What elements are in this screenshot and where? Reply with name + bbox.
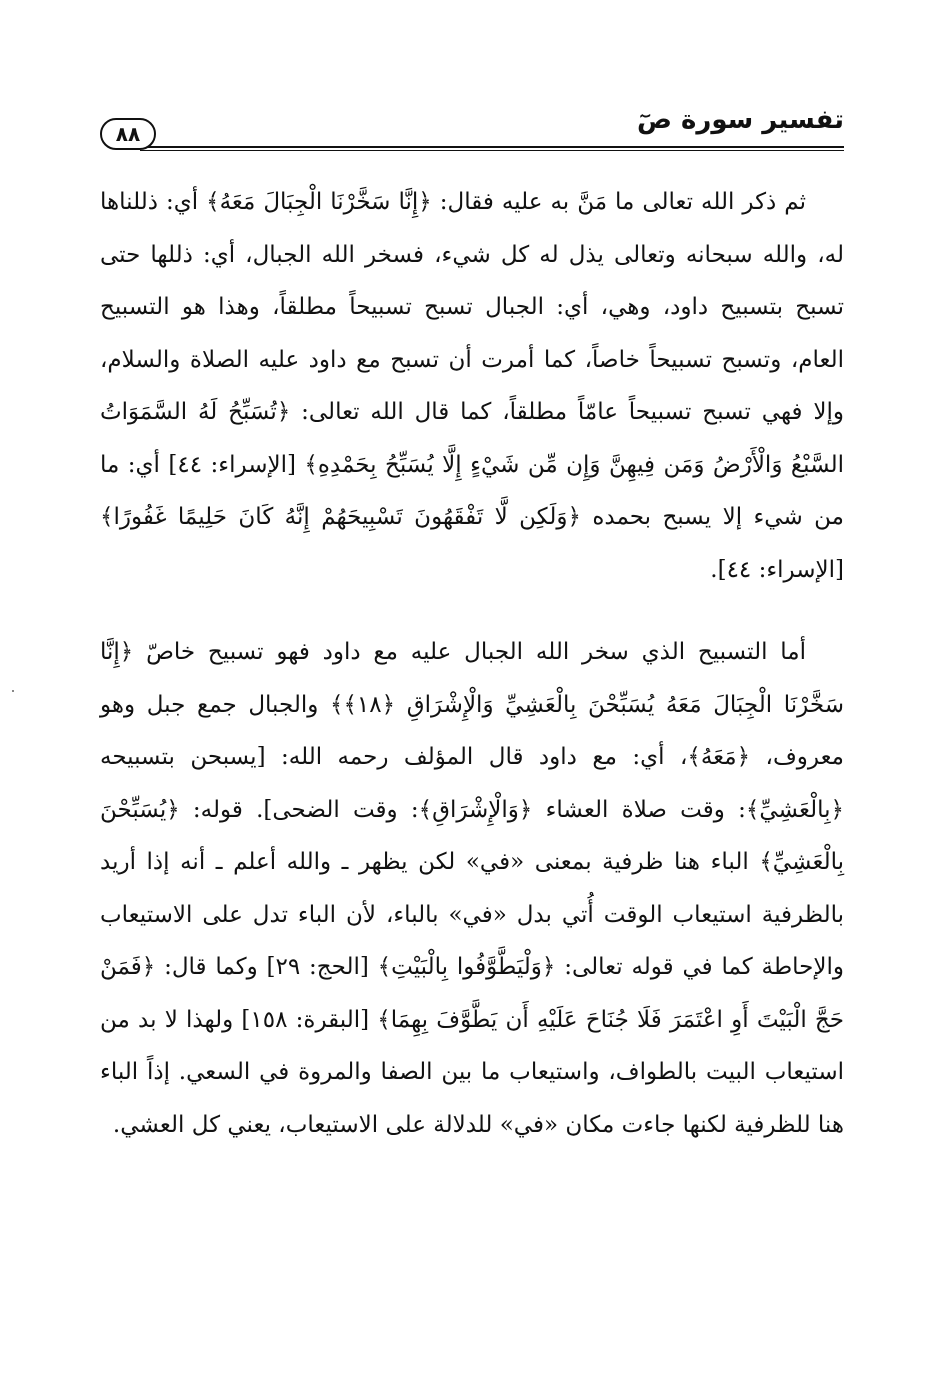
page-body	[100, 176, 844, 1151]
page-header	[100, 100, 844, 160]
header-rule	[140, 146, 844, 151]
running-title: تفسير سورة صٓ	[637, 105, 844, 135]
paragraph-1: ثم ذكر الله تعالى ما مَنَّ به عليه فقال: ﴿إِنَّا سَخَّرْنَا الْجِبَالَ مَعَهُ﴾ أي: ذللناها له، والله سبحانه وتعالى يذل له كل شيء، فسخر الله الجبال، أي: ذللها حتى تسبح بتسبيح داود، وهي، أي: الجبال تسبح تسبيحاً مطلقاً، وهذا هو التسبيح العام، وتسبح تسبيحاً خاصاً، كما أمرت أن تسبح مع داود عليه الصلاة والسلام، وإلا فهي تسبح تسبيحاً عامّاً مطلقاً، كما قال الله تعالى: ﴿تُسَبِّحُ لَهُ السَّمَوَاتُ السَّبْعُ وَالْأَرْضُ وَمَن فِيهِنَّ وَإِن مِّن شَيْءٍ إِلَّا يُسَبِّحُ بِحَمْدِهِ﴾ [الإسراء: ٤٤] أي: ما من شيء إلا يسبح بحمده ﴿وَلَكِن لَّا تَفْقَهُونَ تَسْبِيحَهُمْ إِنَّهُ كَانَ حَلِيمًا غَفُورًا﴾ [الإسراء: ٤٤].	[100, 189, 844, 583]
page-number: ٨٨	[100, 118, 156, 150]
scan-mark	[12, 690, 14, 692]
paragraph-2: أما التسبيح الذي سخر الله الجبال عليه مع داود فهو تسبيح خاصّ ﴿إِنَّا سَخَّرْنَا الْجِبَالَ مَعَهُ يُسَبِّحْنَ بِالْعَشِيِّ وَالْإِشْرَاقِ ﴿١٨﴾﴾ والجبال جمع جبل وهو معروف، ﴿مَعَهُ﴾، أي: مع داود قال المؤلف رحمه الله: [يسبحن بتسبيحه ﴿بِالْعَشِيِّ﴾: وقت صلاة العشاء ﴿وَالْإِشْرَاقِ﴾: وقت الضحى]. قوله: ﴿يُسَبِّحْنَ بِالْعَشِيِّ﴾ الباء هنا ظرفية بمعنى «في» لكن يظهر ـ والله أعلم ـ أنه إذا أريد بالظرفية استيعاب الوقت أُتي بدل «في» بالباء، لأن الباء تدل على الاستيعاب والإحاطة كما في قوله تعالى: ﴿وَلْيَطَّوَّفُوا بِالْبَيْتِ﴾ [الحج: ٢٩] وكما قال: ﴿فَمَنْ حَجَّ الْبَيْتَ أَوِ اعْتَمَرَ فَلَا جُنَاحَ عَلَيْهِ أَن يَطَّوَّفَ بِهِمَا﴾ [البقرة: ١٥٨] ولهذا لا بد من استيعاب البيت بالطواف، واستيعاب ما بين الصفا والمروة في السعي. إذاً الباء هنا للظرفية لكنها جاءت مكان «في» للدلالة على الاستيعاب، يعني كل العشي.	[100, 639, 844, 1138]
